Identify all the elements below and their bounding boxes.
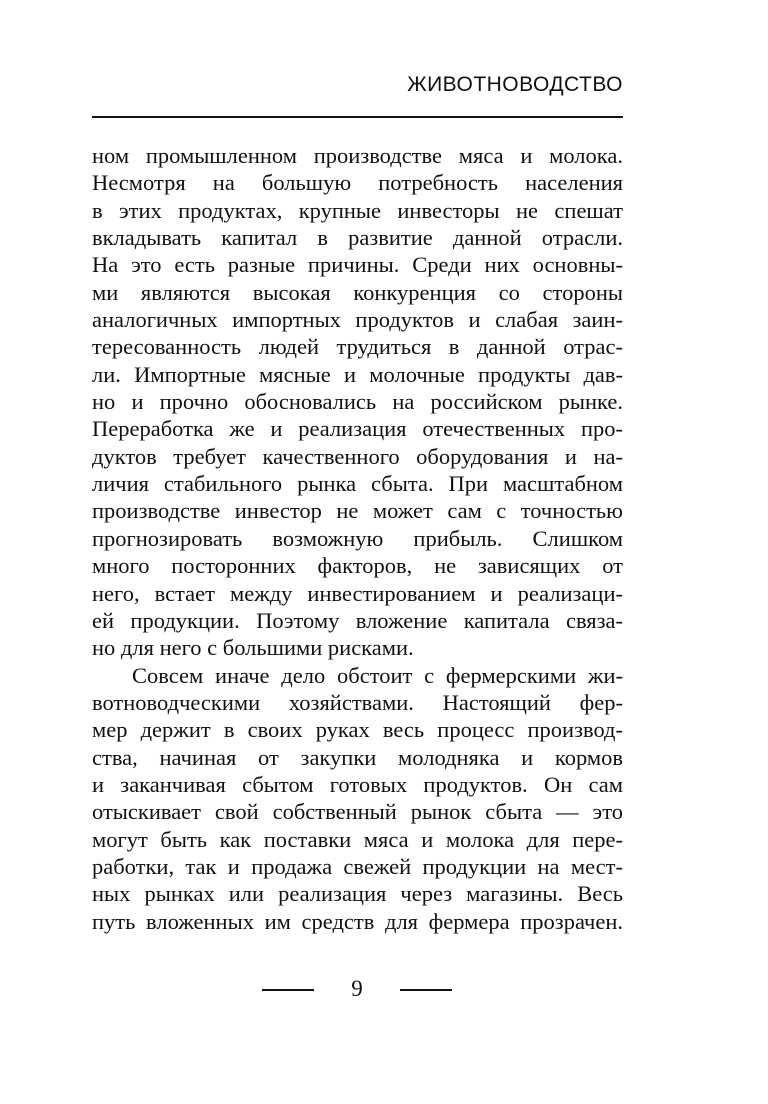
- text-line: ми являются высокая конкуренция со стороны: [92, 279, 623, 305]
- text-line: ства, начиная от закупки молодняка и кормов: [92, 744, 623, 770]
- text-line: ей продукции. Поэтому вложение капитала связа-: [92, 607, 623, 633]
- text-line: ном промышленном производстве мяса и молока.: [92, 143, 623, 168]
- text-line: могут быть как поставки мяса и молока для пере-: [92, 826, 623, 852]
- page-number: 9: [351, 976, 363, 1001]
- body-text: [92, 142, 623, 935]
- text-line: личия стабильного рынка сбыта. При масштабном: [92, 471, 623, 497]
- footer-rule-right: [400, 989, 452, 991]
- text-line: ли. Импортные мясные и молочные продукты дав-: [92, 361, 623, 387]
- text-line: отыскивает свой собственный рынок сбыта — это: [92, 799, 623, 825]
- header-rule: [92, 116, 623, 118]
- text-line: но для него с большими рисками.: [92, 635, 414, 661]
- text-line: Переработка же и реализация отечественных про-: [92, 416, 623, 442]
- running-header: ЖИВОТНОВОДСТВО: [407, 73, 623, 96]
- text-line: мер держит в своих руках весь процесс производ-: [92, 717, 623, 743]
- text-line: производстве инвестор не может сам с точностью: [92, 498, 623, 524]
- paragraph: [92, 142, 623, 662]
- text-line: него, встает между инвестированием и реализаци-: [92, 580, 623, 606]
- text-line: но и прочно обосновались на российском рынке.: [92, 389, 623, 415]
- text-line: много посторонних факторов, не зависящих от: [92, 553, 623, 579]
- text-line: Несмотря на большую потребность населения: [92, 170, 623, 196]
- text-line: вкладывать капитал в развитие данной отрасли.: [92, 225, 623, 251]
- text-line: аналогичных импортных продуктов и слабая заин-: [92, 307, 623, 333]
- text-line: и заканчивая сбытом готовых продуктов. Он сам: [92, 771, 623, 797]
- text-line: ных рынках или реализация через магазины. Весь: [92, 881, 623, 907]
- text-line: дуктов требует качественного оборудования и на-: [92, 443, 623, 469]
- text-line: На это есть разные причины. Среди них основны-: [92, 252, 623, 278]
- text-line: Совсем иначе дело обстоит с фермерскими жи-: [132, 662, 623, 688]
- paragraph: [92, 662, 623, 935]
- text-line: тересованность людей трудиться в данной отрас-: [92, 334, 623, 360]
- page-footer: [262, 976, 452, 1002]
- text-line: вотноводческими хозяйствами. Настоящий фер-: [92, 689, 623, 715]
- text-line: в этих продуктах, крупные инвесторы не спешат: [92, 197, 623, 223]
- text-line: путь вложенных им средств для фермера прозрачен.: [92, 908, 623, 934]
- text-line: прогнозировать возможную прибыль. Слишком: [92, 525, 623, 551]
- text-line: работки, так и продажа свежей продукции на мест-: [92, 853, 623, 879]
